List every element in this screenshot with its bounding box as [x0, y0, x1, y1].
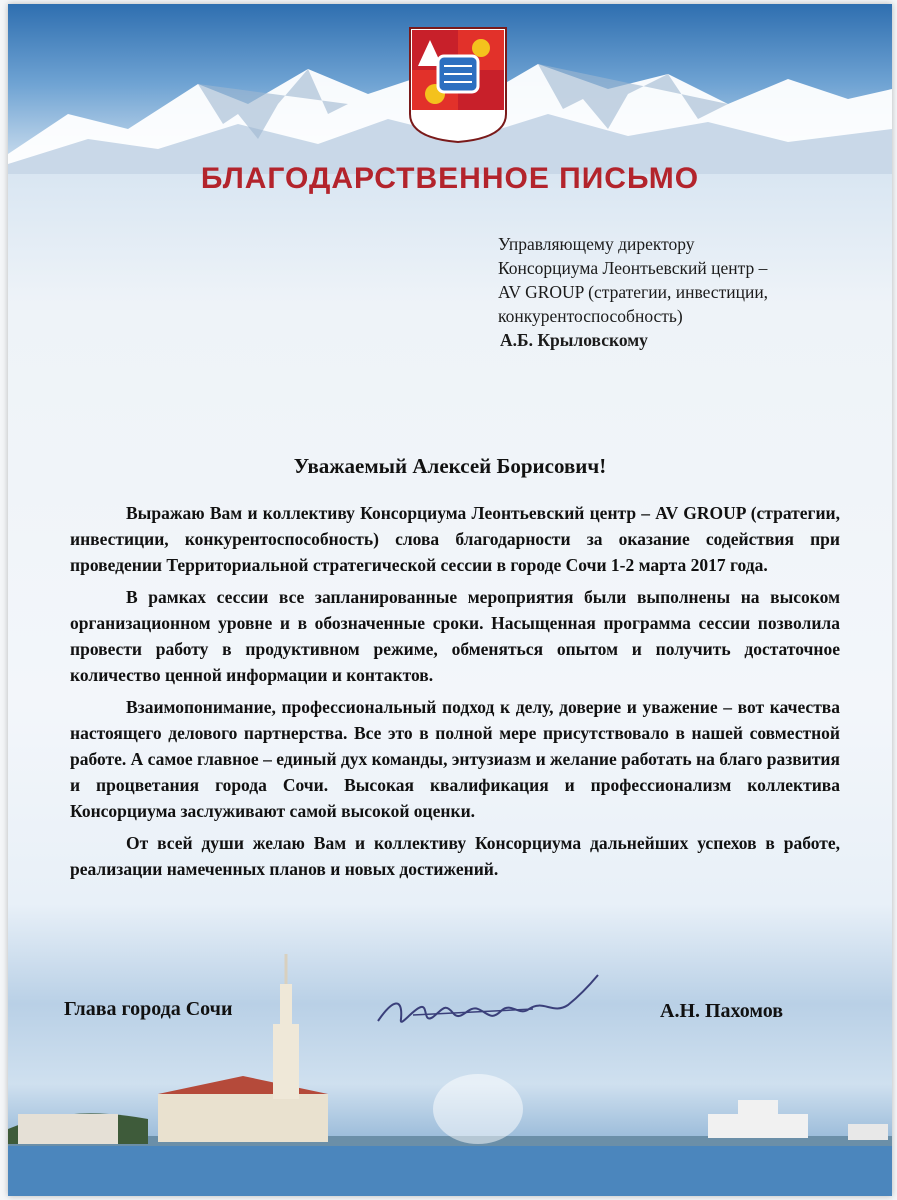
addressee-line: AV GROUP (стратегии, инвестиции,: [498, 282, 769, 302]
body-paragraph: Выражаю Вам и коллективу Консорциума Леонтьевский центр – AV GROUP (стратегии, инвестиции, конкурентоспособность) слова благодарности за оказание содействия при проведении Территориальной стратегической сессии в городе Сочи 1-2 марта 2017 года.: [70, 503, 840, 575]
document-title: БЛАГОДАРСТВЕННОЕ ПИСЬМО: [200, 162, 700, 195]
letter-body: [70, 500, 840, 888]
signatory-position: Глава города Сочи: [64, 998, 233, 1020]
sochi-coat-of-arms-icon: [408, 26, 508, 144]
body-paragraph: Взаимопонимание, профессиональный подход к делу, доверие и уважение – вот качества настоящего делового партнерства. Все это в полной мере присутствовало в нашей совместной работе. А самое главное – единый дух команды, энтузиазм и желание работать на благо развития и процветания города Сочи. Высокая квалификация и профессионализм коллектива Консорциума заслуживают самой высокой оценки.: [70, 697, 840, 821]
signatory-name: А.Н. Пахомов: [660, 1000, 784, 1022]
body-paragraph: В рамках сессии все запланированные мероприятия были выполнены на высоком организационном уровне и в обозначенные сроки. Насыщенная программа сессии позволила провести работу в продуктивном режиме, обменяться опытом и получить достаточное количество ценной информации и контактов.: [70, 587, 840, 685]
body-paragraph: От всей души желаю Вам и коллективу Консорциума дальнейших успехов в работе, реализации намеченных планов и новых достижений.: [70, 833, 840, 879]
addressee-line: конкурентоспособность): [498, 306, 683, 326]
addressee-block: [498, 232, 878, 352]
handwritten-signature: [373, 969, 613, 1039]
addressee-line: Управляющему директору: [498, 234, 695, 254]
letter-sheet: [8, 4, 892, 1196]
addressee-name: А.Б. Крыловскому: [500, 330, 648, 350]
addressee-line: Консорциума Леонтьевский центр –: [498, 258, 768, 278]
greeting: Уважаемый Алексей Борисович!: [293, 454, 607, 478]
